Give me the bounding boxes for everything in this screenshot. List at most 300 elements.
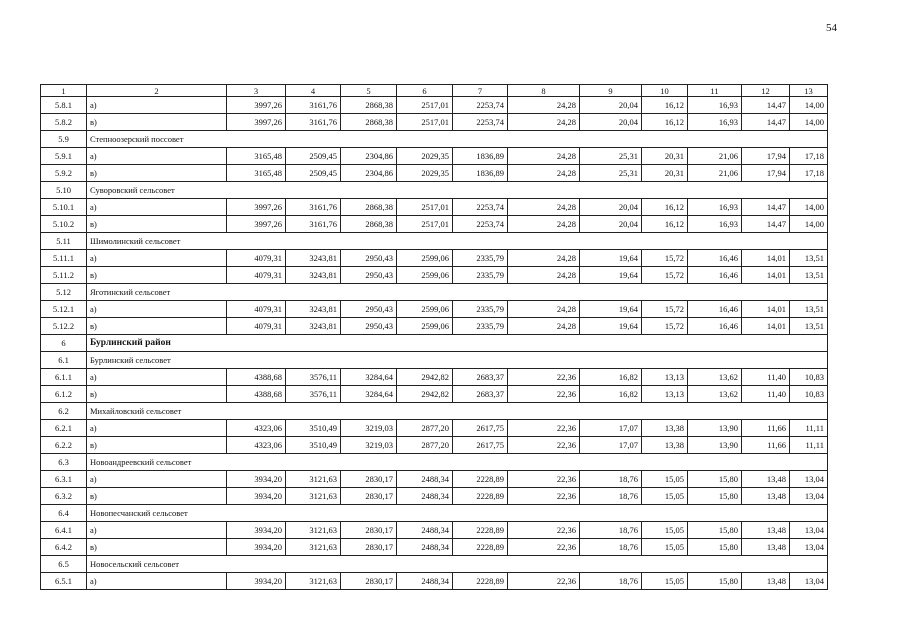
column-number: 11 [688, 85, 742, 97]
table-cell: 3161,76 [286, 216, 341, 233]
table-cell: 13,48 [742, 488, 790, 505]
table-cell: 2488,34 [397, 471, 453, 488]
subsection-row [41, 182, 828, 199]
table-cell: 15,72 [642, 250, 688, 267]
table-cell: 14,47 [742, 97, 790, 114]
table-cell: 15,80 [688, 471, 742, 488]
row-code: 6.5 [41, 556, 87, 573]
settlement-name: Новоандреевский сельсовет [87, 454, 828, 471]
row-label: а) [87, 199, 227, 216]
subsection-row [41, 556, 828, 573]
table-row [41, 369, 828, 386]
table-cell: 2830,17 [341, 573, 397, 590]
table-cell: 3243,81 [286, 267, 341, 284]
table-cell: 18,76 [580, 488, 642, 505]
subsection-row [41, 403, 828, 420]
row-code: 6.2.2 [41, 437, 87, 454]
table-cell: 17,94 [742, 148, 790, 165]
table-cell: 20,31 [642, 165, 688, 182]
table-cell: 24,28 [508, 301, 580, 318]
table-cell: 15,80 [688, 573, 742, 590]
table-cell: 20,04 [580, 97, 642, 114]
table-cell: 2304,86 [341, 148, 397, 165]
table-cell: 3284,64 [341, 386, 397, 403]
table-cell: 16,12 [642, 114, 688, 131]
table-cell: 2950,43 [341, 250, 397, 267]
row-code: 6.3.2 [41, 488, 87, 505]
table-cell: 19,64 [580, 250, 642, 267]
table-cell: 15,80 [688, 488, 742, 505]
row-label: в) [87, 386, 227, 403]
table-cell: 2683,37 [453, 386, 508, 403]
subsection-row [41, 131, 828, 148]
table-cell: 22,36 [508, 420, 580, 437]
table-cell: 2253,74 [453, 199, 508, 216]
row-label: а) [87, 301, 227, 318]
table-cell: 13,51 [790, 267, 828, 284]
row-label: а) [87, 471, 227, 488]
table-cell: 13,51 [790, 318, 828, 335]
column-number: 13 [790, 85, 828, 97]
row-code: 6.2 [41, 403, 87, 420]
row-code: 5.10.2 [41, 216, 87, 233]
table-cell: 3121,63 [286, 471, 341, 488]
table-cell: 2830,17 [341, 471, 397, 488]
table-cell: 17,18 [790, 165, 828, 182]
table-cell: 3121,63 [286, 573, 341, 590]
table-cell: 3161,76 [286, 114, 341, 131]
table-cell: 22,36 [508, 471, 580, 488]
table-cell: 16,46 [688, 250, 742, 267]
row-code: 6.1.2 [41, 386, 87, 403]
table-cell: 22,36 [508, 488, 580, 505]
table-cell: 3576,11 [286, 386, 341, 403]
table-cell: 13,13 [642, 386, 688, 403]
table-row [41, 420, 828, 437]
table-cell: 1836,89 [453, 165, 508, 182]
table-row [41, 250, 828, 267]
table-cell: 2509,45 [286, 165, 341, 182]
row-label: в) [87, 165, 227, 182]
row-label: а) [87, 573, 227, 590]
row-code: 6.2.1 [41, 420, 87, 437]
table-cell: 15,05 [642, 488, 688, 505]
table-cell: 2304,86 [341, 165, 397, 182]
table-cell: 14,00 [790, 97, 828, 114]
table-cell: 1836,89 [453, 148, 508, 165]
row-code: 5.8.2 [41, 114, 87, 131]
table-cell: 2488,34 [397, 573, 453, 590]
table-cell: 13,90 [688, 437, 742, 454]
table-cell: 17,07 [580, 437, 642, 454]
table-cell: 19,64 [580, 267, 642, 284]
table-cell: 14,00 [790, 199, 828, 216]
table-cell: 13,04 [790, 522, 828, 539]
table-cell: 2335,79 [453, 267, 508, 284]
row-label: в) [87, 114, 227, 131]
table-cell: 13,04 [790, 471, 828, 488]
row-code: 6.4.1 [41, 522, 87, 539]
column-number-row [41, 85, 828, 97]
row-label: в) [87, 267, 227, 284]
table-cell: 16,93 [688, 97, 742, 114]
settlement-name: Степноозерский поссовет [87, 131, 828, 148]
table-cell: 10,83 [790, 369, 828, 386]
table-cell: 24,28 [508, 318, 580, 335]
table-cell: 2228,89 [453, 488, 508, 505]
table-cell: 18,76 [580, 573, 642, 590]
table-row [41, 199, 828, 216]
table-cell: 13,51 [790, 250, 828, 267]
table-cell: 11,11 [790, 437, 828, 454]
table-cell: 15,05 [642, 573, 688, 590]
table-cell: 4079,31 [227, 318, 286, 335]
subsection-row [41, 454, 828, 471]
table-cell: 2868,38 [341, 199, 397, 216]
table-row [41, 522, 828, 539]
table-cell: 24,28 [508, 148, 580, 165]
table-cell: 15,72 [642, 301, 688, 318]
table-cell: 2228,89 [453, 522, 508, 539]
table-cell: 2335,79 [453, 250, 508, 267]
column-number: 12 [742, 85, 790, 97]
table-cell: 3997,26 [227, 199, 286, 216]
column-number: 6 [397, 85, 453, 97]
settlement-name: Шимолинский сельсовет [87, 233, 828, 250]
table-cell: 3243,81 [286, 301, 341, 318]
table-cell: 13,48 [742, 573, 790, 590]
table-cell: 20,04 [580, 114, 642, 131]
table-cell: 13,62 [688, 369, 742, 386]
row-code: 6.1 [41, 352, 87, 369]
row-code: 6.4 [41, 505, 87, 522]
table-cell: 17,18 [790, 148, 828, 165]
table-cell: 3997,26 [227, 114, 286, 131]
table-cell: 2830,17 [341, 539, 397, 556]
row-label: в) [87, 437, 227, 454]
row-code: 5.8.1 [41, 97, 87, 114]
settlement-name: Новопесчанский сельсовет [87, 505, 828, 522]
table-cell: 25,31 [580, 165, 642, 182]
table-row [41, 488, 828, 505]
row-code: 5.11 [41, 233, 87, 250]
row-code: 5.12 [41, 284, 87, 301]
subsection-row [41, 233, 828, 250]
table-cell: 2253,74 [453, 97, 508, 114]
table-cell: 18,76 [580, 522, 642, 539]
table-cell: 2488,34 [397, 488, 453, 505]
table-row [41, 216, 828, 233]
table-cell: 4388,68 [227, 369, 286, 386]
table-cell: 4388,68 [227, 386, 286, 403]
table-cell: 21,06 [688, 165, 742, 182]
column-number: 1 [41, 85, 87, 97]
settlement-name: Михайловский сельсовет [87, 403, 828, 420]
table-cell: 4079,31 [227, 301, 286, 318]
table-cell: 21,06 [688, 148, 742, 165]
table-cell: 2599,06 [397, 318, 453, 335]
table-cell: 2617,75 [453, 437, 508, 454]
table-cell: 3243,81 [286, 250, 341, 267]
table-row [41, 318, 828, 335]
table-cell: 2517,01 [397, 216, 453, 233]
table-cell: 15,80 [688, 539, 742, 556]
row-code: 5.10.1 [41, 199, 87, 216]
table-cell: 16,82 [580, 369, 642, 386]
table-cell: 16,12 [642, 199, 688, 216]
table-cell: 16,93 [688, 216, 742, 233]
table-cell: 13,48 [742, 471, 790, 488]
table-cell: 16,46 [688, 267, 742, 284]
table-cell: 3284,64 [341, 369, 397, 386]
table-row [41, 97, 828, 114]
table-cell: 2253,74 [453, 216, 508, 233]
table-cell: 2517,01 [397, 114, 453, 131]
table-cell: 11,66 [742, 437, 790, 454]
table-cell: 3510,49 [286, 420, 341, 437]
table-cell: 2509,45 [286, 148, 341, 165]
settlement-name: Новосельский сельсовет [87, 556, 828, 573]
table-cell: 2830,17 [341, 488, 397, 505]
table-cell: 11,40 [742, 369, 790, 386]
table-cell: 2950,43 [341, 318, 397, 335]
column-number: 7 [453, 85, 508, 97]
table-cell: 2683,37 [453, 369, 508, 386]
table-cell: 3576,11 [286, 369, 341, 386]
table-cell: 3219,03 [341, 437, 397, 454]
district-section-row [41, 335, 828, 352]
table-cell: 3121,63 [286, 488, 341, 505]
table-cell: 14,47 [742, 199, 790, 216]
table-cell: 2942,82 [397, 386, 453, 403]
table-cell: 4079,31 [227, 267, 286, 284]
table-cell: 16,12 [642, 216, 688, 233]
table-cell: 14,00 [790, 114, 828, 131]
table-row [41, 267, 828, 284]
table-cell: 24,28 [508, 250, 580, 267]
table-cell: 2868,38 [341, 114, 397, 131]
table-cell: 14,01 [742, 250, 790, 267]
table-cell: 3121,63 [286, 522, 341, 539]
table-cell: 3934,20 [227, 471, 286, 488]
table-cell: 2599,06 [397, 267, 453, 284]
row-label: в) [87, 539, 227, 556]
table-cell: 22,36 [508, 522, 580, 539]
table-cell: 2877,20 [397, 437, 453, 454]
table-cell: 16,82 [580, 386, 642, 403]
table-cell: 2253,74 [453, 114, 508, 131]
row-code: 5.11.2 [41, 267, 87, 284]
table-cell: 13,48 [742, 522, 790, 539]
table-cell: 15,72 [642, 318, 688, 335]
row-code: 5.12.2 [41, 318, 87, 335]
table-body [41, 97, 828, 590]
table-cell: 13,04 [790, 573, 828, 590]
table-row [41, 471, 828, 488]
settlement-name: Бурлинский сельсовет [87, 352, 828, 369]
settlement-name: Яготинский сельсовет [87, 284, 828, 301]
table-cell: 3934,20 [227, 573, 286, 590]
table-row [41, 437, 828, 454]
row-code: 5.11.1 [41, 250, 87, 267]
table-cell: 2877,20 [397, 420, 453, 437]
table-cell: 20,31 [642, 148, 688, 165]
row-label: в) [87, 216, 227, 233]
row-code: 5.9 [41, 131, 87, 148]
table-cell: 2868,38 [341, 97, 397, 114]
subsection-row [41, 284, 828, 301]
subsection-row [41, 352, 828, 369]
table-cell: 16,12 [642, 97, 688, 114]
table-cell: 3243,81 [286, 318, 341, 335]
table-cell: 3161,76 [286, 199, 341, 216]
table-cell: 3510,49 [286, 437, 341, 454]
row-code: 6 [41, 335, 87, 352]
table-cell: 25,31 [580, 148, 642, 165]
table-cell: 19,64 [580, 301, 642, 318]
row-code: 5.9.2 [41, 165, 87, 182]
table-cell: 3997,26 [227, 216, 286, 233]
subsection-row [41, 505, 828, 522]
table-cell: 3165,48 [227, 165, 286, 182]
table-row [41, 301, 828, 318]
table-cell: 11,11 [790, 420, 828, 437]
table-cell: 13,04 [790, 539, 828, 556]
table-cell: 15,72 [642, 267, 688, 284]
column-number: 10 [642, 85, 688, 97]
table-cell: 3934,20 [227, 539, 286, 556]
table-cell: 13,90 [688, 420, 742, 437]
column-number: 8 [508, 85, 580, 97]
table-cell: 16,46 [688, 301, 742, 318]
table-cell: 2942,82 [397, 369, 453, 386]
row-code: 6.1.1 [41, 369, 87, 386]
column-number: 4 [286, 85, 341, 97]
table-cell: 14,01 [742, 318, 790, 335]
table-cell: 15,05 [642, 539, 688, 556]
column-number: 9 [580, 85, 642, 97]
table-cell: 15,05 [642, 471, 688, 488]
column-number: 5 [341, 85, 397, 97]
table-row [41, 573, 828, 590]
tariff-table [40, 84, 828, 590]
table-cell: 3219,03 [341, 420, 397, 437]
table-row [41, 386, 828, 403]
row-code: 5.9.1 [41, 148, 87, 165]
row-code: 5.12.1 [41, 301, 87, 318]
table-cell: 14,01 [742, 267, 790, 284]
table-cell: 10,83 [790, 386, 828, 403]
row-code: 6.4.2 [41, 539, 87, 556]
table-cell: 3997,26 [227, 97, 286, 114]
row-code: 6.3.1 [41, 471, 87, 488]
table-cell: 2950,43 [341, 267, 397, 284]
table-cell: 2335,79 [453, 301, 508, 318]
row-label: а) [87, 420, 227, 437]
table-cell: 2517,01 [397, 199, 453, 216]
table-cell: 2228,89 [453, 471, 508, 488]
column-number: 3 [227, 85, 286, 97]
table-cell: 2488,34 [397, 522, 453, 539]
row-label: а) [87, 522, 227, 539]
table-cell: 13,38 [642, 437, 688, 454]
table-cell: 17,94 [742, 165, 790, 182]
table-cell: 13,48 [742, 539, 790, 556]
table-cell: 2599,06 [397, 301, 453, 318]
table-cell: 14,47 [742, 216, 790, 233]
row-code: 6.3 [41, 454, 87, 471]
table-cell: 2029,35 [397, 148, 453, 165]
table-cell: 22,36 [508, 437, 580, 454]
row-code: 5.10 [41, 182, 87, 199]
table-cell: 2228,89 [453, 573, 508, 590]
row-label: в) [87, 318, 227, 335]
table-cell: 2950,43 [341, 301, 397, 318]
table-cell: 14,00 [790, 216, 828, 233]
table-cell: 22,36 [508, 573, 580, 590]
table-row [41, 114, 828, 131]
table-row [41, 148, 828, 165]
table-cell: 17,07 [580, 420, 642, 437]
row-label: а) [87, 148, 227, 165]
row-code: 6.5.1 [41, 573, 87, 590]
table-cell: 4079,31 [227, 250, 286, 267]
table-cell: 2029,35 [397, 165, 453, 182]
row-label: а) [87, 369, 227, 386]
table-cell: 19,64 [580, 318, 642, 335]
settlement-name: Суворовский сельсовет [87, 182, 828, 199]
table-cell: 14,47 [742, 114, 790, 131]
table-cell: 20,04 [580, 216, 642, 233]
table-cell: 2617,75 [453, 420, 508, 437]
table-row [41, 539, 828, 556]
table-cell: 24,28 [508, 165, 580, 182]
table-cell: 14,01 [742, 301, 790, 318]
table-cell: 2868,38 [341, 216, 397, 233]
table-cell: 2335,79 [453, 318, 508, 335]
row-label: а) [87, 97, 227, 114]
table-cell: 13,04 [790, 488, 828, 505]
table-cell: 16,46 [688, 318, 742, 335]
district-name: Бурлинский район [87, 335, 828, 352]
table-cell: 16,93 [688, 199, 742, 216]
table-cell: 2517,01 [397, 97, 453, 114]
table-cell: 22,36 [508, 369, 580, 386]
table-cell: 4323,06 [227, 437, 286, 454]
column-number: 2 [87, 85, 227, 97]
table-cell: 3165,48 [227, 148, 286, 165]
table-cell: 24,28 [508, 216, 580, 233]
table-cell: 11,40 [742, 386, 790, 403]
table-cell: 13,62 [688, 386, 742, 403]
table-cell: 24,28 [508, 267, 580, 284]
table-cell: 13,13 [642, 369, 688, 386]
table-cell: 22,36 [508, 386, 580, 403]
table-cell: 4323,06 [227, 420, 286, 437]
table-cell: 3121,63 [286, 539, 341, 556]
table-row [41, 165, 828, 182]
table-cell: 3934,20 [227, 522, 286, 539]
table-cell: 22,36 [508, 539, 580, 556]
table-cell: 2599,06 [397, 250, 453, 267]
table-cell: 2228,89 [453, 539, 508, 556]
table-cell: 24,28 [508, 199, 580, 216]
table-cell: 13,51 [790, 301, 828, 318]
row-label: в) [87, 488, 227, 505]
row-label: а) [87, 250, 227, 267]
table-cell: 3161,76 [286, 97, 341, 114]
table-cell: 18,76 [580, 471, 642, 488]
